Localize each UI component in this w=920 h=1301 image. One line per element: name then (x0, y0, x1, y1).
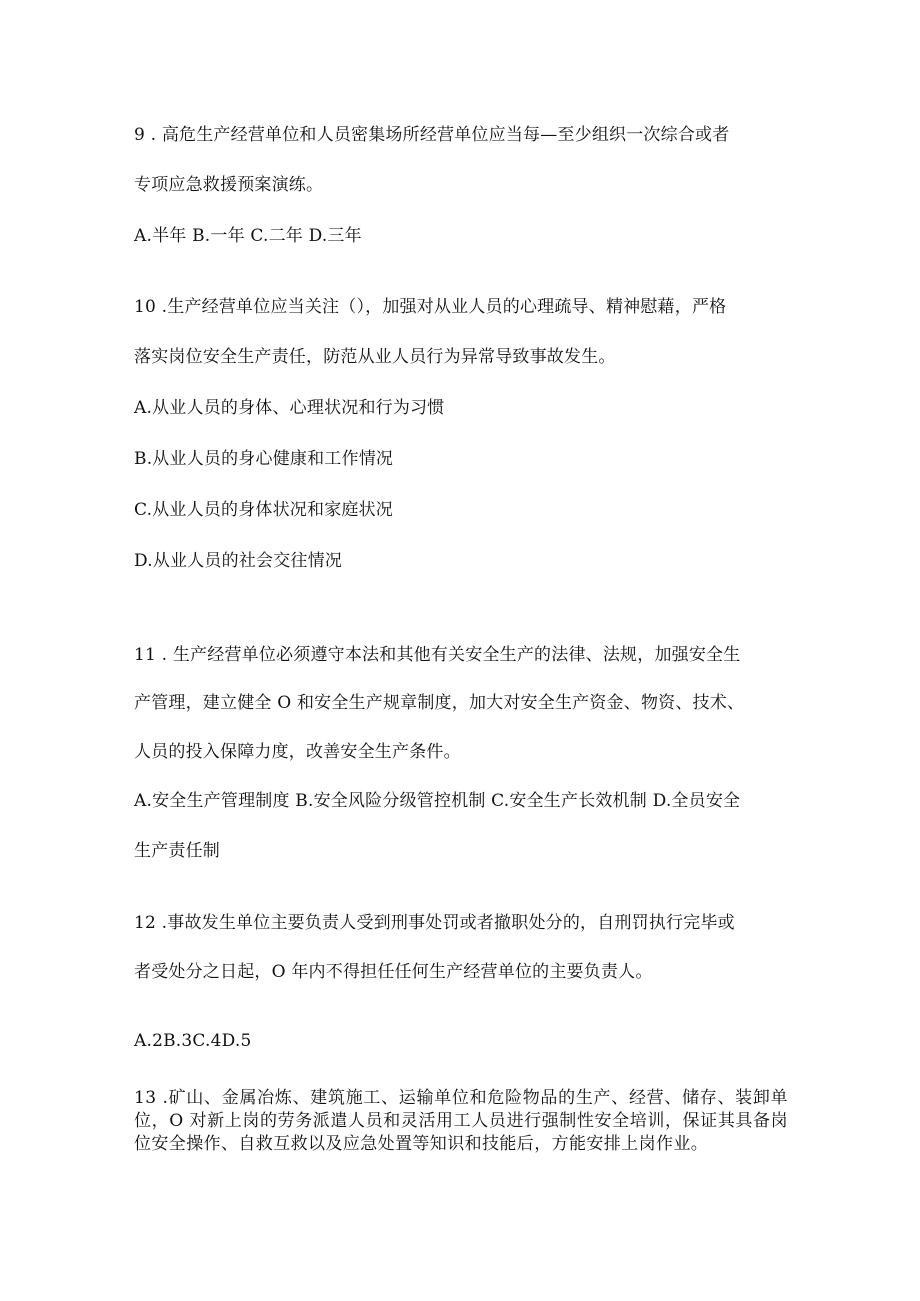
question-11-line-2: 产管理，建立健全 O 和安全生产规章制度，加大对安全生产资金、物资、技术、 (134, 693, 745, 713)
question-13-paragraph: 13 .矿山、金属冶炼、建筑施工、运输单位和危险物品的生产、经营、储存、装卸单位，O 对新上岗的劳务派遣人员和灵活用工人员进行强制性安全培训，保证其具备岗位安全操作、自救互救以及应急处置等知识和技能后，方能安排上岗作业。 (134, 1088, 788, 1154)
question-10-option-d: D.从业人员的社会交往情况 (134, 551, 343, 571)
question-10-line-1: 10 .生产经营单位应当关注（），加强对从业人员的心理疏导、精神慰藉，严格 (134, 297, 727, 317)
question-12-options: A.2B.3C.4D.5 (134, 1031, 252, 1051)
question-9-line-1: 9 . 高危生产经营单位和人员密集场所经营单位应当每—至少组织一次综合或者 (134, 125, 730, 145)
question-12-line-2: 者受处分之日起，O 年内不得担任任何生产经营单位的主要负责人。 (134, 962, 653, 982)
question-10-option-c: C.从业人员的身体状况和家庭状况 (134, 500, 394, 520)
question-10-option-b: B.从业人员的身心健康和工作情况 (134, 449, 394, 469)
question-12-line-1: 12 .事故发生单位主要负责人受到刑事处罚或者撤职处分的，自刑罚执行完毕或 (134, 913, 735, 933)
question-10-line-2: 落实岗位安全生产责任，防范从业人员行为异常导致事故发生。 (134, 347, 616, 367)
question-11-options-line-1: A.安全生产管理制度 B.安全风险分级管控机制 C.安全生产长效机制 D.全员安全 (134, 791, 741, 811)
question-9-line-2: 专项应急救援预案演练。 (134, 175, 324, 195)
question-11-line-1: 11 . 生产经营单位必须遵守本法和其他有关安全生产的法律、法规，加强安全生 (134, 645, 741, 665)
question-9-options: A.半年 B.一年 C.二年 D.三年 (134, 226, 362, 246)
question-11-line-3: 人员的投入保障力度，改善安全生产条件。 (134, 742, 461, 762)
question-10-option-a: A.从业人员的身体、心理状况和行为习惯 (134, 398, 445, 418)
question-11-options-line-2: 生产责任制 (134, 841, 220, 861)
